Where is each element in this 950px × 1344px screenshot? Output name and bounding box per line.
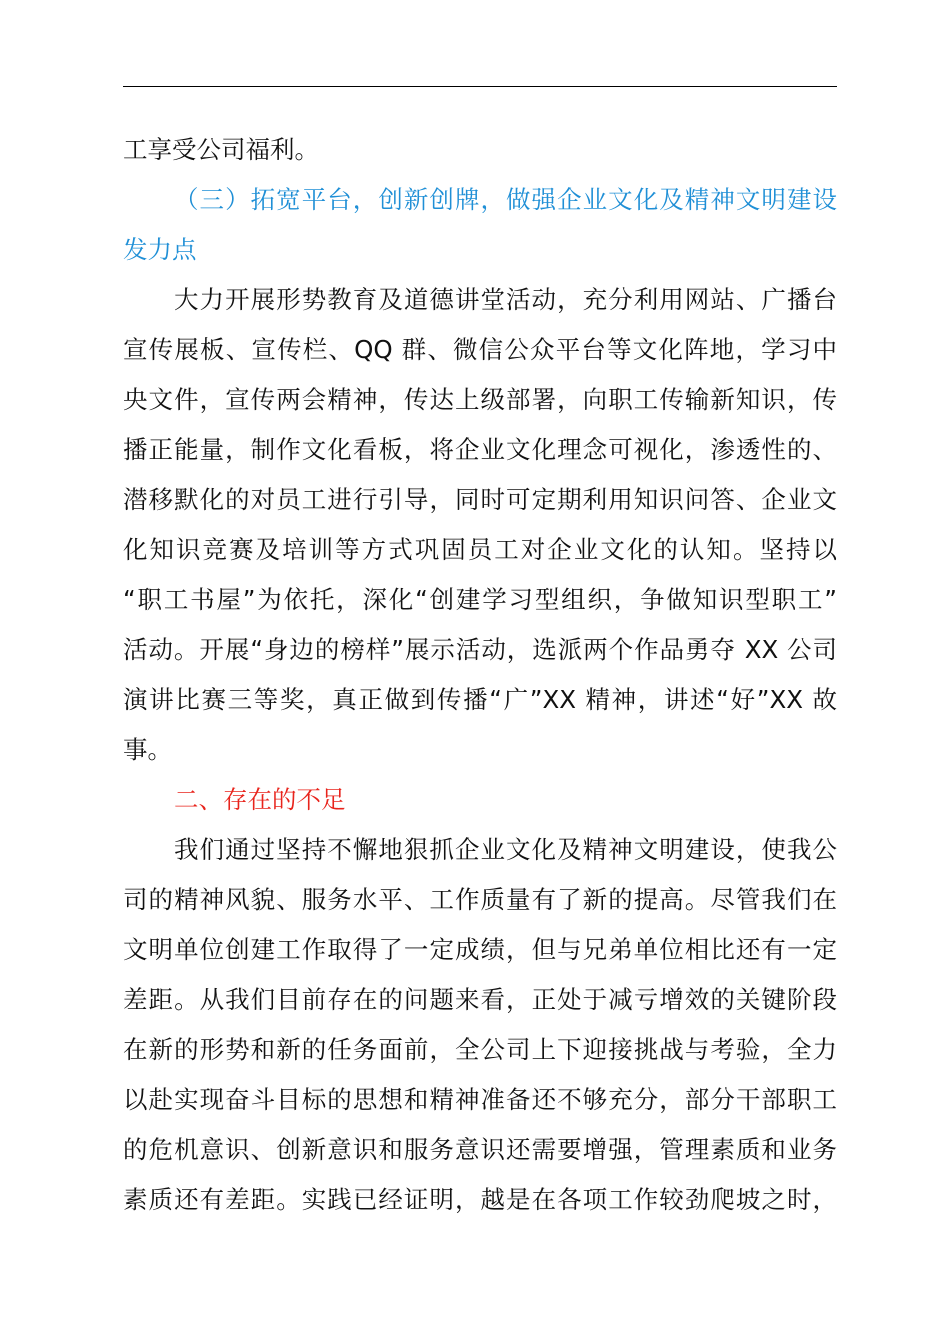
paragraph-line: 大力开展形势教育及道德讲堂活动，充分利用网站、广播台 [174, 285, 837, 314]
paragraph-line: 司的精神风貌、服务水平、工作质量有了新的提高。尽管我们在 [123, 885, 837, 914]
paragraph-line: 演讲比赛三等奖，真正做到传播“广”XX 精神，讲述“好”XX 故 [123, 685, 837, 714]
paragraph-line: 活动。开展“身边的榜样”展示活动，选派两个作品勇夺 XX 公司 [123, 635, 837, 664]
paragraph-line: 我们通过坚持不懈地狠抓企业文化及精神文明建设，使我公 [174, 835, 837, 864]
paragraph-line: 素质还有差距。实践已经证明，越是在各项工作较劲爬坡之时， [123, 1185, 837, 1214]
paragraph-line: 央文件，宣传两会精神，传达上级部署，向职工传输新知识，传 [123, 385, 837, 414]
paragraph-line: 事。 [123, 735, 172, 764]
paragraph-line: 在新的形势和新的任务面前，全公司上下迎接挑战与考验，全力 [123, 1035, 837, 1064]
paragraph-line: 的危机意识、创新意识和服务意识还需要增强，管理素质和业务 [123, 1135, 837, 1164]
section-heading-line: 二、存在的不足 [174, 785, 346, 814]
paragraph-line: “职工书屋”为依托，深化“创建学习型组织，争做知识型职工” [123, 585, 837, 614]
paragraph-line: 文明单位创建工作取得了一定成绩，但与兄弟单位相比还有一定 [123, 935, 837, 964]
header-rule [123, 86, 837, 87]
section-heading-line: 发力点 [123, 235, 197, 264]
paragraph-line: 宣传展板、宣传栏、QQ 群、微信公众平台等文化阵地，学习中 [123, 335, 837, 364]
paragraph-line: 播正能量，制作文化看板，将企业文化理念可视化，渗透性的、 [123, 435, 837, 464]
paragraph-line: 化知识竞赛及培训等方式巩固员工对企业文化的认知。坚持以 [123, 535, 837, 564]
paragraph-line: 潜移默化的对员工进行引导，同时可定期利用知识问答、企业文 [123, 485, 837, 514]
paragraph-line: 工享受公司福利。 [123, 135, 319, 164]
paragraph-line: 差距。从我们目前存在的问题来看，正处于减亏增效的关键阶段 [123, 985, 837, 1014]
paragraph-line: 以赴实现奋斗目标的思想和精神准备还不够充分，部分干部职工 [123, 1085, 837, 1114]
document-body [123, 125, 837, 1225]
section-heading-line: （三）拓宽平台，创新创牌，做强企业文化及精神文明建设 [174, 185, 837, 214]
